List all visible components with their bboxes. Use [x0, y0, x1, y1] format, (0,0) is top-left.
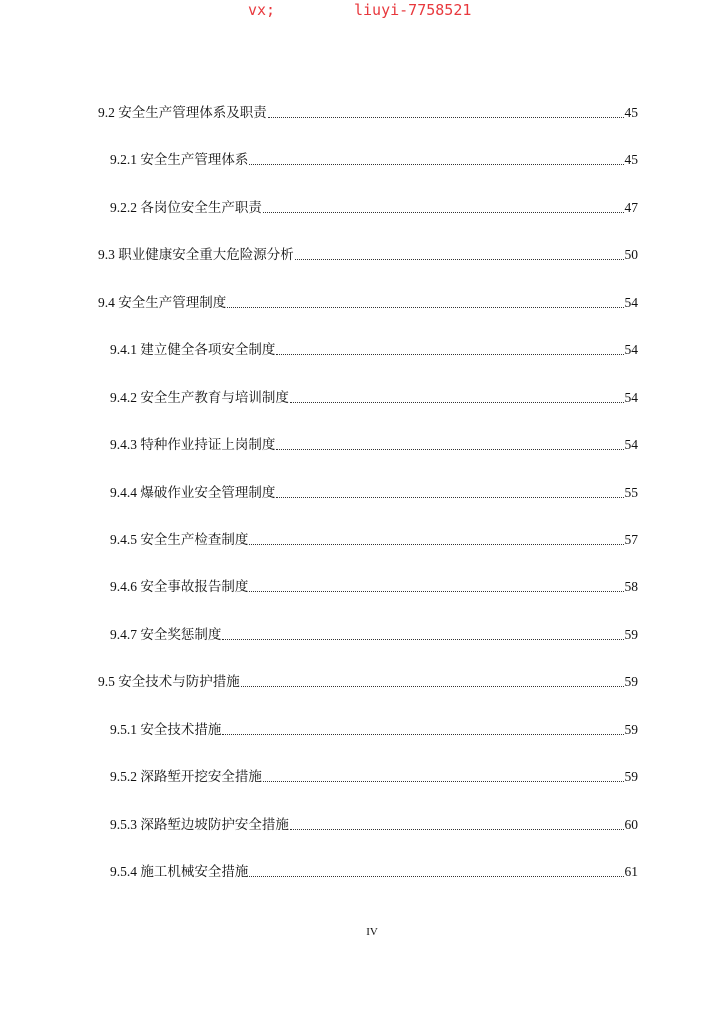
toc-entry-title: 9.5.1 安全技术措施: [110, 721, 222, 737]
toc-entry-title: 9.2.1 安全生产管理体系: [110, 152, 249, 168]
toc-entry-page: 59: [624, 674, 638, 690]
toc-entry-page: 61: [624, 864, 638, 879]
toc-dot-leader: [276, 354, 623, 355]
toc-entry-title: 9.4.1 建立健全各项安全制度: [110, 342, 276, 358]
toc-entry[interactable]: [98, 762, 638, 785]
toc-entry[interactable]: [98, 572, 638, 595]
toc-entry[interactable]: [98, 478, 638, 501]
toc-dot-leader: [227, 307, 623, 308]
toc-entry-page: 54: [624, 342, 638, 358]
watermark-right-text: liuyi-7758521: [354, 1, 472, 19]
toc-entry-page: 57: [624, 531, 638, 547]
toc-dot-leader: [295, 259, 624, 260]
toc-entry-title: 9.4.6 安全事故报告制度: [110, 579, 249, 595]
page-number: IV: [366, 926, 378, 938]
toc-entry-page: 45: [624, 105, 638, 120]
toc-entry-page: 58: [624, 579, 638, 595]
toc-dot-leader: [290, 402, 624, 403]
toc-entry[interactable]: [98, 620, 638, 643]
toc-entry-page: 54: [624, 437, 638, 453]
toc-dot-leader: [222, 639, 623, 640]
toc-entry-page: 55: [624, 484, 638, 500]
toc-entry[interactable]: [98, 857, 638, 880]
toc-entry-title: 9.4.2 安全生产教育与培训制度: [110, 389, 289, 405]
toc-entry[interactable]: [98, 667, 638, 690]
toc-entry[interactable]: [98, 145, 638, 168]
toc-entry-title: 9.4.7 安全奖惩制度: [110, 626, 222, 642]
toc-dot-leader: [249, 876, 623, 877]
toc-entry-title: 9.5 安全技术与防护措施: [98, 674, 240, 690]
toc-entry-title: 9.2.2 各岗位安全生产职责: [110, 199, 262, 215]
toc-dot-leader: [249, 544, 623, 545]
toc-dot-leader: [222, 734, 623, 735]
toc-entry-page: 59: [624, 769, 638, 785]
toc-entry-page: 45: [624, 152, 638, 168]
toc-entry-title: 9.4.5 安全生产检查制度: [110, 531, 249, 547]
toc-dot-leader: [241, 686, 624, 687]
toc-entry[interactable]: [98, 810, 638, 833]
toc-dot-leader: [249, 164, 623, 165]
toc-dot-leader: [276, 497, 623, 498]
toc-entry[interactable]: [98, 383, 638, 406]
toc-dot-leader: [268, 117, 624, 118]
toc-entry-page: 60: [624, 816, 638, 832]
toc-entry-page: 54: [624, 294, 638, 310]
table-of-contents: [98, 98, 638, 904]
toc-entry-title: 9.5.4 施工机械安全措施: [110, 864, 249, 879]
toc-entry-title: 9.4.4 爆破作业安全管理制度: [110, 484, 276, 500]
toc-entry-title: 9.5.3 深路堑边坡防护安全措施: [110, 816, 289, 832]
toc-entry[interactable]: [98, 98, 638, 121]
toc-entry-page: 50: [624, 247, 638, 263]
watermark: [0, 0, 724, 22]
toc-dot-leader: [249, 591, 623, 592]
toc-entry-title: 9.2 安全生产管理体系及职责: [98, 105, 267, 120]
toc-entry-title: 9.4 安全生产管理制度: [98, 294, 227, 310]
toc-entry[interactable]: [98, 525, 638, 548]
toc-entry-page: 59: [624, 721, 638, 737]
toc-entry[interactable]: [98, 335, 638, 358]
toc-entry[interactable]: [98, 240, 638, 263]
toc-entry-page: 54: [624, 389, 638, 405]
toc-entry[interactable]: [98, 288, 638, 311]
toc-dot-leader: [276, 449, 623, 450]
toc-entry-page: 59: [624, 626, 638, 642]
watermark-left-text: vx;: [248, 1, 276, 19]
toc-entry-title: 9.4.3 特种作业持证上岗制度: [110, 437, 276, 453]
toc-entry[interactable]: [98, 193, 638, 216]
toc-dot-leader: [263, 212, 624, 213]
toc-entry-title: 9.5.2 深路堑开挖安全措施: [110, 769, 262, 785]
toc-dot-leader: [263, 781, 624, 782]
toc-dot-leader: [290, 829, 624, 830]
toc-entry[interactable]: [98, 430, 638, 453]
toc-entry-title: 9.3 职业健康安全重大危险源分析: [98, 247, 294, 263]
toc-entry[interactable]: [98, 715, 638, 738]
toc-entry-page: 47: [624, 199, 638, 215]
